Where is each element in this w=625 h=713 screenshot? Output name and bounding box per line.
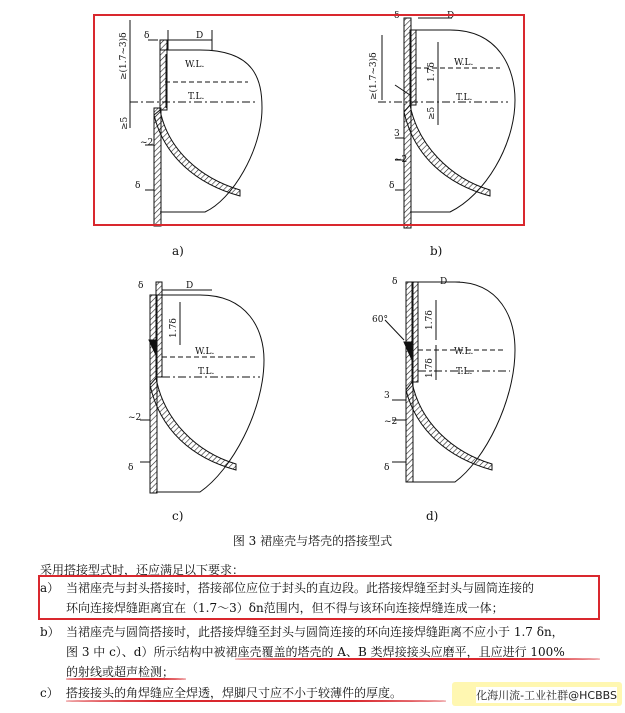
approx2-label-d: ~2 (384, 417, 398, 427)
item-c-line1: 搭接接头的角焊缝应全焊透，焊脚尺寸应不小于较薄件的厚度。 (66, 686, 403, 700)
figure-c (140, 282, 264, 493)
item-b-line2: 图 3 中 c）、d）所示结构中被裙座壳覆盖的塔壳的 A、B 类焊接接头应磨平，且应进行 100% (66, 645, 565, 659)
di-label-b: D (447, 11, 455, 21)
approx2-label-a: ~2 (140, 138, 154, 148)
dim-label-c: 1.7δ (169, 318, 179, 338)
dim-label-b: 1.7δ (427, 62, 437, 82)
caption-b: b) (430, 244, 443, 258)
three-label-d: 3 (384, 391, 390, 401)
range-label-b: ≥(1.7~3)δ (369, 52, 379, 100)
dim2-label-d: 1.7δ (425, 358, 435, 378)
highlight-box-figures (93, 14, 525, 226)
wl-label-b: W.L. (454, 58, 474, 68)
tl-label-c: T.L. (198, 367, 215, 377)
delta-ns-label-a: δ (135, 181, 141, 191)
di-label-c: D (186, 281, 194, 291)
figure-d (385, 282, 515, 482)
caption-c: c) (172, 509, 184, 523)
item-b-line3: 的射线或超声检测； (66, 665, 175, 679)
item-c-label: c） (40, 686, 59, 700)
item-b (40, 622, 565, 682)
wl-label-a: W.L. (185, 60, 205, 70)
di-label-d: D (440, 277, 448, 287)
item-b-line1: 当裙座壳与圆筒搭接时，此搭接焊缝至封头与圆筒连接的环向连接焊缝距离不应小于 1.7 δn， (66, 625, 564, 639)
item-a (40, 578, 534, 618)
delta-n-label-a: δ (144, 31, 150, 41)
delta-ns-label-c: δ (128, 463, 134, 473)
intro-text: 采用搭接型式时，还应满足以下要求： (40, 563, 245, 577)
delta-n-label-d: δ (392, 277, 398, 287)
caption-a: a) (172, 244, 184, 258)
item-a-line2: 环向连接焊缝距离宜在（1.7～3）δn范围内，但不得与该环向连接焊缝连成一体； (66, 601, 504, 615)
delta-ns-label-b: δ (389, 181, 395, 191)
three-label-b: 3 (394, 129, 400, 139)
tl-label-b: T.L. (456, 93, 473, 103)
item-a-line1: 当裙座壳与封头搭接时，搭接部位应位于封头的直边段。此搭接焊缝至封头与圆筒连接的 (66, 581, 535, 595)
underline-b-line3 (66, 678, 186, 680)
caption-d: d) (426, 509, 439, 523)
delta-n-label-c: δ (138, 281, 144, 291)
underline-b-line2 (235, 658, 600, 660)
wl-label-c: W.L. (195, 347, 215, 357)
dim1-label-d: 1.7δ (425, 310, 435, 330)
item-c (40, 683, 402, 703)
item-b-label: b） (40, 625, 60, 639)
tl-label-a: T.L. (188, 92, 205, 102)
figure-title: 图 3 裙座壳与塔壳的搭接型式 (232, 534, 393, 548)
ge5-label-b: ≥5 (427, 106, 437, 120)
wl-label-d: W.L. (454, 347, 474, 357)
sixty-label-d: 60° (372, 315, 388, 325)
approx2-label-b: ~2 (394, 155, 408, 165)
item-a-label: a） (40, 581, 60, 595)
range-label-a: ≥(1.7~3)δ (119, 32, 129, 80)
tl-label-d: T.L. (456, 367, 473, 377)
di-label-a: D (196, 31, 204, 41)
delta-ns-label-d: δ (384, 463, 390, 473)
approx2-label-c: ~2 (128, 413, 142, 423)
watermark: 化海川流-工业社群@HCBBS (476, 689, 617, 702)
delta-n-label-b: δ (394, 11, 400, 21)
ge5-label-a: ≥5 (120, 116, 130, 130)
